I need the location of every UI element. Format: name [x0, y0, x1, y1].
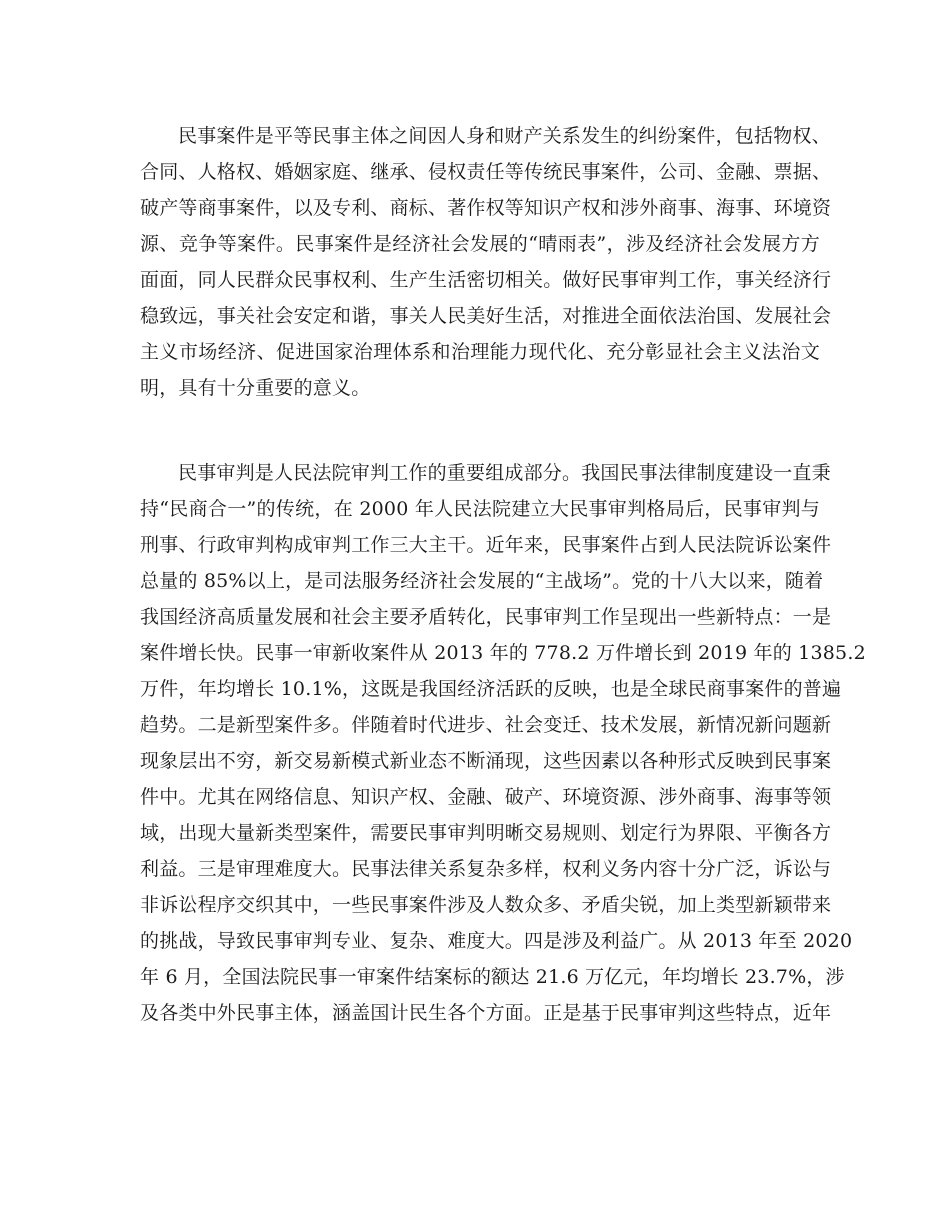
text-line: 年 6 月，全国法院民事一审案件结案标的额达 21.6 万亿元，年均增长 23.7%，涉	[140, 966, 845, 988]
paragraph-civil-trial	[140, 455, 866, 1031]
text-line: 主义市场经济、促进国家治理体系和治理能力现代化、充分彰显社会主义法治文	[140, 341, 820, 363]
text-line: 利益。三是审理难度大。民事法律关系复杂多样，权利义务内容十分广泛，诉讼与	[140, 858, 832, 880]
text-line: 明，具有十分重要的意义。	[140, 377, 371, 399]
text-line: 总量的 85%以上，是司法服务经济社会发展的“主战场”。党的十八大以来，随着	[140, 570, 824, 592]
text-line: 民事审判是人民法院审判工作的重要组成部分。我国民事法律制度建设一直秉	[178, 462, 831, 484]
paragraph-civil-cases	[140, 118, 832, 406]
text-line: 源、竞争等案件。民事案件是经济社会发展的“晴雨表”，涉及经济社会发展方方	[140, 233, 820, 255]
text-line: 件中。尤其在网络信息、知识产权、金融、破产、环境资源、涉外商事、海事等领	[140, 786, 832, 808]
text-line: 万件，年均增长 10.1%，这既是我国经济活跃的反映，也是全球民商事案件的普遍	[140, 678, 842, 700]
text-line: 案件增长快。民事一审新收案件从 2013 年的 778.2 万件增长到 2019 年的 1385.2	[140, 642, 866, 664]
text-line: 破产等商事案件，以及专利、商标、著作权等知识产权和涉外商事、海事、环境资	[140, 197, 832, 219]
text-line: 刑事、行政审判构成审判工作三大主干。近年来，民事案件占到人民法院诉讼案件	[140, 534, 832, 556]
text-line: 稳致远，事关社会安定和谐，事关人民美好生活，对推进全面依法治国、发展社会	[140, 305, 832, 327]
text-line: 现象层出不穷，新交易新模式新业态不断涌现，这些因素以各种形式反映到民事案	[140, 750, 832, 772]
text-line: 域，出现大量新类型案件，需要民事审判明晰交易规则、划定行为界限、平衡各方	[140, 822, 832, 844]
text-line: 持“民商合一”的传统，在 2000 年人民法院建立大民事审判格局后，民事审判与	[140, 498, 820, 520]
text-line: 合同、人格权、婚姻家庭、继承、侵权责任等传统民事案件，公司、金融、票据、	[140, 161, 832, 183]
text-line: 面面，同人民群众民事权利、生产生活密切相关。做好民事审判工作，事关经济行	[140, 269, 832, 291]
text-line: 民事案件是平等民事主体之间因人身和财产关系发生的纠纷案件，包括物权、	[178, 125, 831, 147]
text-line: 趋势。二是新型案件多。伴随着时代进步、社会变迁、技术发展，新情况新问题新	[140, 714, 832, 736]
text-line: 的挑战，导致民事审判专业、复杂、难度大。四是涉及利益广。从 2013 年至 2020	[140, 930, 853, 952]
text-line: 非诉讼程序交织其中，一些民事案件涉及人数众多、矛盾尖锐，加上类型新颖带来	[140, 894, 832, 916]
text-line: 我国经济高质量发展和社会主要矛盾转化，民事审判工作呈现出一些新特点：一是	[140, 606, 832, 628]
text-line: 及各类中外民事主体，涵盖国计民生各个方面。正是基于民事审判这些特点，近年	[140, 1002, 832, 1024]
